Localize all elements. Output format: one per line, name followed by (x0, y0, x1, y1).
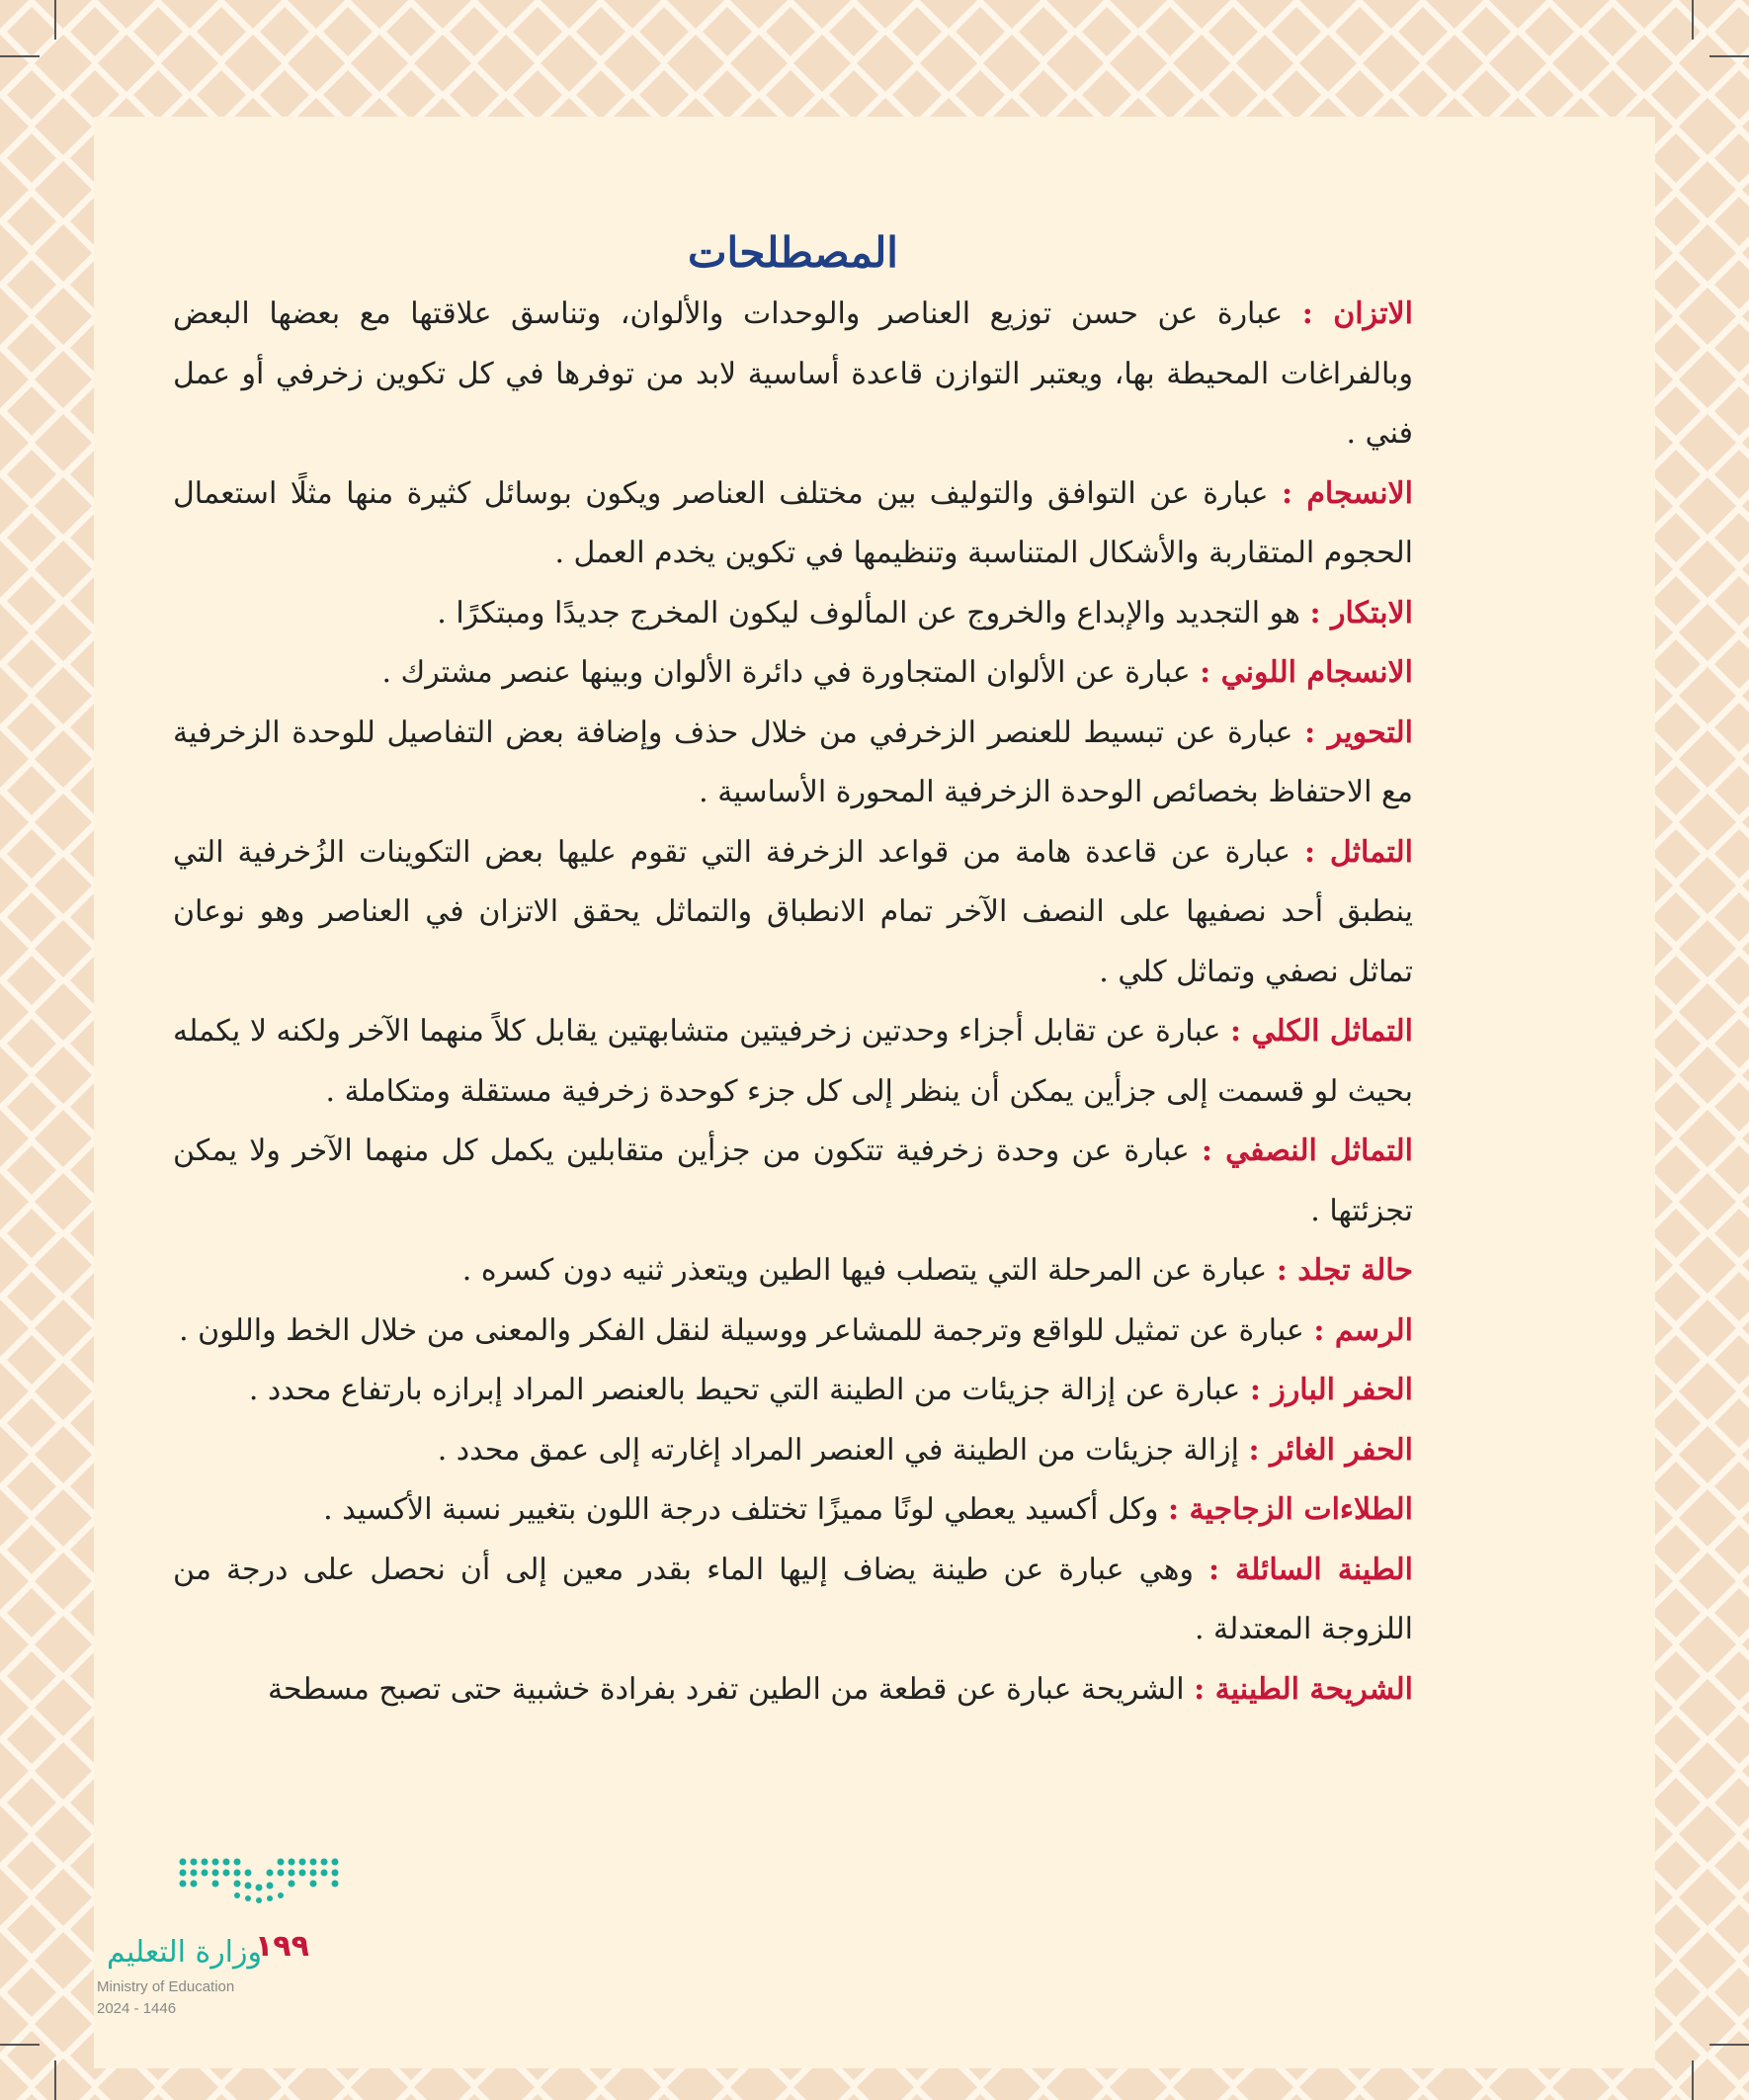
term-definition: عبارة عن المرحلة التي يتصلب فيها الطين ويتعذر ثنيه دون كسره . (461, 1253, 1277, 1288)
logo-dots-icon (178, 1856, 346, 1915)
glossary-entry (173, 584, 1413, 644)
term-label: الابتكار : (1309, 595, 1413, 630)
term-definition: عبارة عن التوافق والتوليف بين مختلف العناصر ويكون بوسائل كثيرة منها مثلًا استعمال الحجوم المتقاربة والأشكال المتناسبة وتنظيمها في تكوين يخدم العمل . (173, 475, 1413, 570)
glossary-entry (173, 1302, 1413, 1362)
term-definition: الشريحة عبارة عن قطعة من الطين تفرد بفرادة خشبية حتى تصبح مسطحة (267, 1671, 1195, 1707)
term-definition: وهي عبارة عن طينة يضاف إليها الماء بقدر معين إلى أن نحصل على درجة من اللزوجة المعتدلة . (173, 1552, 1413, 1646)
glossary-content (173, 225, 1413, 1720)
term-label: الحفر الغائر : (1248, 1432, 1413, 1468)
term-label: الطلاءات الزجاجية : (1167, 1492, 1413, 1527)
ministry-name-arabic: وزارة التعليم (106, 1935, 262, 1970)
term-label: الاتزان : (1301, 296, 1413, 331)
glossary-entry (173, 823, 1413, 1003)
crop-mark (0, 2044, 40, 2046)
ministry-logo (94, 1856, 351, 2024)
glossary-entry (173, 1002, 1413, 1122)
term-definition: عبارة عن وحدة زخرفية تتكون من جزأين متقابلين يكمل كل منهما الآخر ولا يمكن تجزئتها . (173, 1134, 1413, 1228)
glossary-entry (173, 285, 1413, 464)
term-definition: عبارة عن إزالة جزيئات من الطينة التي تحيط بالعنصر المراد إبرازه بارتفاع محدد . (248, 1373, 1250, 1407)
term-label: التماثل النصفي : (1201, 1134, 1413, 1168)
glossary-entry (173, 1361, 1413, 1421)
term-definition: هو التجديد والإبداع والخروج عن المألوف ليكون المخرج جديدًا ومبتكرًا . (437, 595, 1310, 630)
term-label: الشريحة الطينية : (1194, 1671, 1413, 1707)
term-definition: إزالة جزيئات من الطينة في العنصر المراد إغارته إلى عمق محدد . (437, 1432, 1249, 1468)
glossary-entry (173, 643, 1413, 704)
term-label: التماثل الكلي : (1229, 1014, 1413, 1049)
glossary-entry (173, 1241, 1413, 1302)
edition-year: 2024 - 1446 (97, 2000, 177, 2017)
term-definition: عبارة عن قاعدة هامة من قواعد الزخرفة التي تقوم عليها بعض التكوينات الزُخرفية التي ينطبق أحد نصفيها على النصف الآخر تمام الانطباق والتماثل يحقق الاتزان في العناصر وهو نوعان تماثل نصفي وتماثل كلي . (173, 834, 1413, 989)
term-label: الحفر البارز : (1249, 1373, 1413, 1407)
glossary-entry (173, 1421, 1413, 1481)
ministry-name-english: Ministry of Education (97, 1978, 235, 1995)
term-label: الانسجام اللوني : (1200, 655, 1413, 690)
term-label: التماثل : (1303, 834, 1413, 870)
term-label: الرسم : (1313, 1312, 1413, 1348)
term-label: حالة تجلد : (1276, 1253, 1413, 1288)
glossary-entry (173, 464, 1413, 584)
crop-mark (1692, 0, 1694, 40)
crop-mark (1709, 55, 1749, 57)
glossary-entry (173, 1122, 1413, 1241)
glossary-entry (173, 704, 1413, 823)
crop-mark (54, 0, 56, 40)
term-label: الانسجام : (1281, 475, 1413, 511)
term-label: التحوير : (1304, 714, 1414, 750)
glossary-entry (173, 1541, 1413, 1660)
term-definition: عبارة عن تبسيط للعنصر الزخرفي من خلال حذف وإضافة بعض التفاصيل للوحدة الزخرفية مع الاحتفاظ بخصائص الوحدة الزخرفية المحورة الأساسية . (173, 714, 1413, 809)
crop-mark (0, 55, 40, 57)
page-title: المصطلحات (688, 228, 898, 277)
glossary-entry (173, 1480, 1413, 1541)
term-label: الطينة السائلة : (1208, 1552, 1413, 1587)
term-definition: وكل أكسيد يعطي لونًا مميزًا تختلف درجة اللون بتغيير نسبة الأكسيد . (323, 1492, 1168, 1527)
page-number: ١٩٩ (255, 1929, 309, 1964)
term-definition: عبارة عن الألوان المتجاورة في دائرة الألوان وبينها عنصر مشترك . (381, 655, 1201, 690)
glossary-entry (173, 1660, 1413, 1721)
crop-mark (1692, 2060, 1694, 2100)
term-definition: عبارة عن تقابل أجزاء وحدتين زخرفيتين متشابهتين يقابل كلاً منهما الآخر ولكنه لا يكمله بحيث لو قسمت إلى جزأين يمكن أن ينظر إلى كل جزء كوحدة زخرفية مستقلة ومتكاملة . (173, 1014, 1413, 1109)
term-definition: عبارة عن حسن توزيع العناصر والوحدات والألوان، وتناسق علاقتها مع بعضها البعض وبالفراغات المحيطة بها، ويعتبر التوازن قاعدة أساسية لابد من توفرها في كل تكوين زخرفي أو عمل فني . (173, 296, 1413, 451)
crop-mark (1709, 2044, 1749, 2046)
term-definition: عبارة عن تمثيل للواقع وترجمة للمشاعر ووسيلة لنقل الفكر والمعنى من خلال الخط واللون . (179, 1312, 1314, 1348)
crop-mark (54, 2060, 56, 2100)
